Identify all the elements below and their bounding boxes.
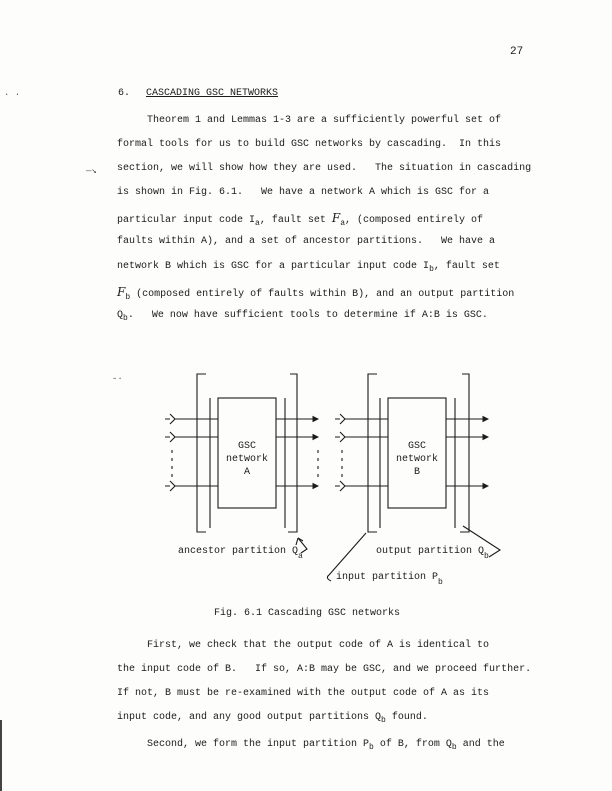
- text-run: (composed entirely of faults within B), and an output partition: [130, 289, 515, 300]
- label-text: ancestor partition Q: [178, 546, 299, 557]
- paragraph2-line: [117, 712, 428, 725]
- ancestor-pointer-tip: [296, 538, 303, 545]
- paragraph1-line: section, we will show how they are used. The situation in cascading: [117, 163, 532, 174]
- subscript: b: [381, 716, 386, 725]
- input-pointer: [329, 533, 366, 575]
- network-a-box: [218, 398, 276, 508]
- paragraph2-line: First, we check that the output code of A is identical to: [147, 640, 490, 651]
- fault-set-symbol: F: [117, 285, 126, 299]
- network-a-label: GSC: [237, 441, 257, 452]
- network-b-label: B: [413, 467, 421, 478]
- output-partition-label: [376, 545, 489, 561]
- network-b-label: GSC: [407, 441, 427, 452]
- paragraph1-line: faults within A), and a set of ancestor partitions. We have a: [117, 236, 496, 247]
- text-run: Second, we form the input partition P: [147, 739, 370, 750]
- ancestor-partition-label: [178, 545, 303, 561]
- page-edge: [0, 720, 2, 791]
- margin-mark: —↘: [86, 166, 97, 176]
- subscript: b: [123, 314, 128, 323]
- section-title: CASCADING GSC NETWORKS: [146, 88, 279, 99]
- page-number: 27: [510, 46, 524, 58]
- text-run: , (composed entirely of: [345, 215, 484, 226]
- network-b-label: network: [395, 454, 439, 465]
- paragraph1-line: is shown in Fig. 6.1. We have a network A which is GSC for a: [117, 187, 490, 198]
- text-run: , fault set: [259, 215, 332, 226]
- subscript: a: [340, 219, 345, 228]
- margin-mark: -·: [112, 374, 123, 384]
- fault-set-symbol: F: [331, 211, 341, 225]
- input-pointer-hook: [327, 575, 331, 581]
- network-b-box: [388, 398, 446, 508]
- label-subscript: a: [298, 552, 303, 561]
- subscript: b: [451, 743, 457, 752]
- label-subscript: b: [484, 552, 489, 561]
- paragraph3-line: [147, 739, 505, 752]
- text-run: network B which is GSC for a particular input code I: [117, 261, 430, 272]
- paragraph2-line: the input code of B. If so, A:B may be GSC, and we proceed further.: [117, 664, 532, 675]
- section-number: 6.: [118, 88, 131, 99]
- paragraph1-line: Theorem 1 and Lemmas 1-3 are a sufficiently powerful set of: [147, 115, 502, 126]
- label-text: output partition Q: [376, 546, 485, 557]
- network-a-label: A: [243, 467, 251, 478]
- paragraph1-line: formal tools for us to build GSC networks by cascading. In this: [117, 139, 502, 150]
- text-run: of B, from Q: [373, 739, 452, 750]
- input-partition-bracket: [368, 374, 377, 532]
- text-run: and the: [456, 739, 505, 750]
- network-a-label: network: [225, 454, 269, 465]
- text-run: particular input code I: [117, 215, 256, 226]
- subscript: b: [429, 265, 434, 274]
- label-text: input partition P: [336, 572, 439, 583]
- text-run: Q: [117, 310, 124, 321]
- label-subscript: b: [438, 578, 443, 587]
- input-partition-label: [336, 571, 443, 587]
- figure-caption: Fig. 6.1 Cascading GSC networks: [214, 608, 401, 619]
- text-run: , fault set: [433, 261, 500, 272]
- margin-mark: · ·: [4, 90, 21, 100]
- ancestor-left-bracket: [197, 374, 206, 532]
- output-partition-bracket: [460, 374, 469, 532]
- subscript: a: [255, 219, 260, 228]
- text-run: input code, and any good output partitions Q: [117, 712, 382, 723]
- text-run: . We now have sufficient tools to determine if A:B is GSC.: [127, 310, 488, 321]
- subscript: b: [369, 743, 374, 752]
- ancestor-right-bracket: [288, 374, 297, 532]
- paragraph2-line: If not, B must be re-examined with the output code of A as its: [117, 688, 490, 699]
- subscript: b: [125, 293, 131, 302]
- text-run: found.: [385, 712, 428, 723]
